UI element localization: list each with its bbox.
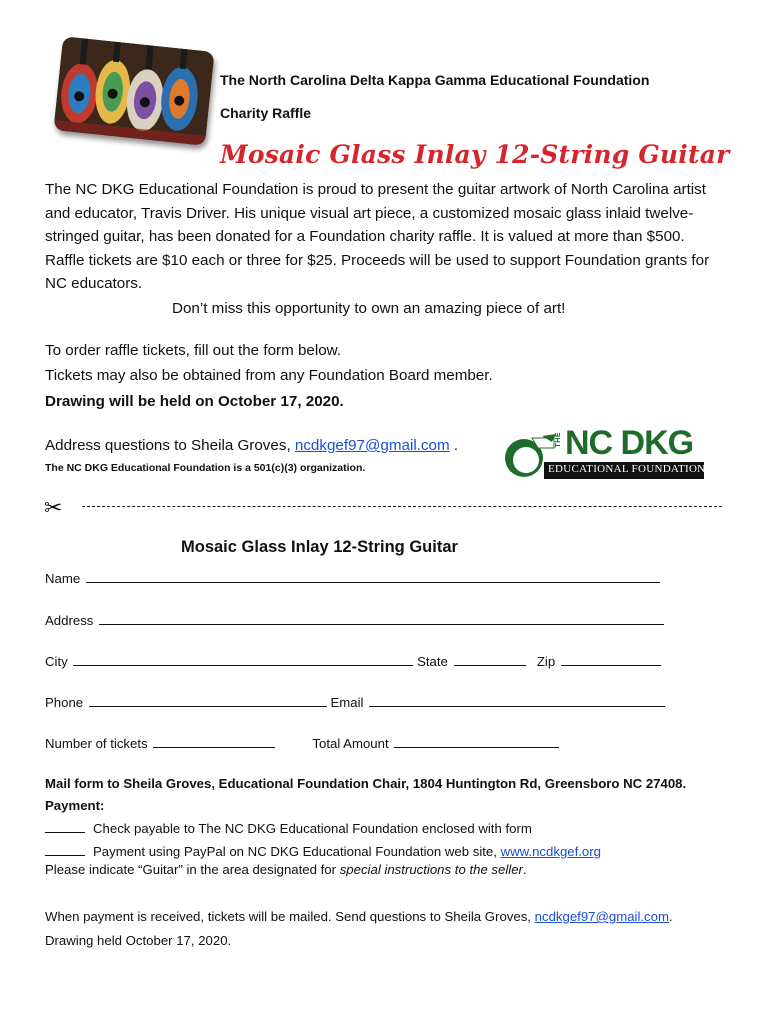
address-label: Address [45, 613, 94, 628]
drawing-held: Drawing held October 17, 2020. [45, 933, 232, 948]
indicate-suffix: . [522, 862, 527, 877]
indicate-prefix: Please indicate “Guitar” in the area designated for [45, 862, 340, 877]
main-title: Mosaic Glass Inlay 12-String Guitar [220, 140, 730, 169]
mail-instructions: Mail form to Sheila Groves, Educational Foundation Chair, 1804 Huntington Rd, Greensboro NC 27408. [45, 776, 687, 791]
when-paid-suffix: . [668, 909, 673, 924]
paypal-option [45, 843, 601, 859]
address-field[interactable] [99, 612, 664, 625]
cut-line [82, 506, 722, 508]
state-label: State [417, 654, 448, 669]
address-questions-prefix: Address questions to Sheila Groves, [45, 437, 295, 454]
indicate-italic: special instructions to the seller [339, 862, 523, 877]
paypal-option-blank[interactable] [45, 843, 85, 856]
total-field[interactable] [394, 735, 559, 748]
state-field[interactable] [454, 653, 526, 666]
when-paid-prefix: When payment is received, tickets will be mailed. Send questions to Sheila Groves, [45, 909, 535, 924]
logo-the-text: THE [555, 432, 562, 448]
phone-row [45, 694, 665, 710]
email-link[interactable]: ncdkgef97@gmail.com [294, 437, 450, 454]
drawing-date: Drawing will be held on October 17, 2020. [45, 393, 344, 410]
payment-label: Payment: [45, 798, 105, 813]
city-row [45, 653, 661, 669]
website-link[interactable]: www.ncdkgef.org [500, 844, 601, 859]
name-field[interactable] [86, 570, 660, 583]
when-paid-note [45, 909, 673, 924]
total-label: Total Amount [312, 736, 389, 751]
email-field[interactable] [369, 694, 665, 707]
guitar-photo [54, 36, 215, 145]
email-label: Email [330, 695, 364, 710]
order-instructions: To order raffle tickets, fill out the form below. [45, 342, 342, 359]
city-field[interactable] [73, 653, 413, 666]
logo-nc-dkg-text: NC DKG [565, 424, 694, 462]
scissors-icon: ✂ [44, 495, 63, 520]
phone-field[interactable] [89, 694, 327, 707]
raffle-label: Charity Raffle [220, 105, 312, 121]
tickets-label: Number of tickets [45, 736, 148, 751]
form-title: Mosaic Glass Inlay 12-String Guitar [181, 538, 458, 556]
check-option-text: Check payable to The NC DKG Educational Foundation enclosed with form [93, 821, 532, 836]
name-label: Name [45, 571, 81, 586]
address-row [45, 612, 664, 628]
zip-label: Zip [536, 654, 556, 669]
footer-email-link[interactable]: ncdkgef97@gmail.com [534, 909, 669, 924]
city-label: City [45, 654, 68, 669]
check-option [45, 820, 532, 836]
org-501c3-note: The NC DKG Educational Foundation is a 501(c)(3) organization. [45, 462, 366, 474]
address-questions-suffix: . [449, 437, 459, 454]
org-title: The North Carolina Delta Kappa Gamma Educational Foundation [220, 72, 650, 88]
name-row [45, 570, 660, 586]
board-member-note: Tickets may also be obtained from any Foundation Board member. [45, 367, 493, 384]
tickets-row [45, 735, 559, 751]
zip-field[interactable] [561, 653, 661, 666]
address-questions [45, 437, 458, 454]
phone-label: Phone [45, 695, 84, 710]
logo-foundation-text: EDUCATIONAL FOUNDATION [548, 463, 706, 475]
check-option-blank[interactable] [45, 820, 85, 833]
intro-paragraph: The NC DKG Educational Foundation is proud to present the guitar artwork of North Carolina artist and educator, Travis Driver. His unique visual art piece, a customized mosaic glass inlaid twelve-stringed guitar, has been donated for a Foundation charity raffle. It is valued at more than $500. Raffle tickets are $10 each or three for $25. Proceeds will be used to support Foundation grants for NC educators. [45, 181, 710, 292]
paypal-option-text: Payment using PayPal on NC DKG Educational Foundation web site, [93, 844, 501, 859]
indicate-note [45, 862, 527, 877]
tickets-field[interactable] [153, 735, 275, 748]
dont-miss-line: Don’t miss this opportunity to own an amazing piece of art! [172, 300, 566, 317]
